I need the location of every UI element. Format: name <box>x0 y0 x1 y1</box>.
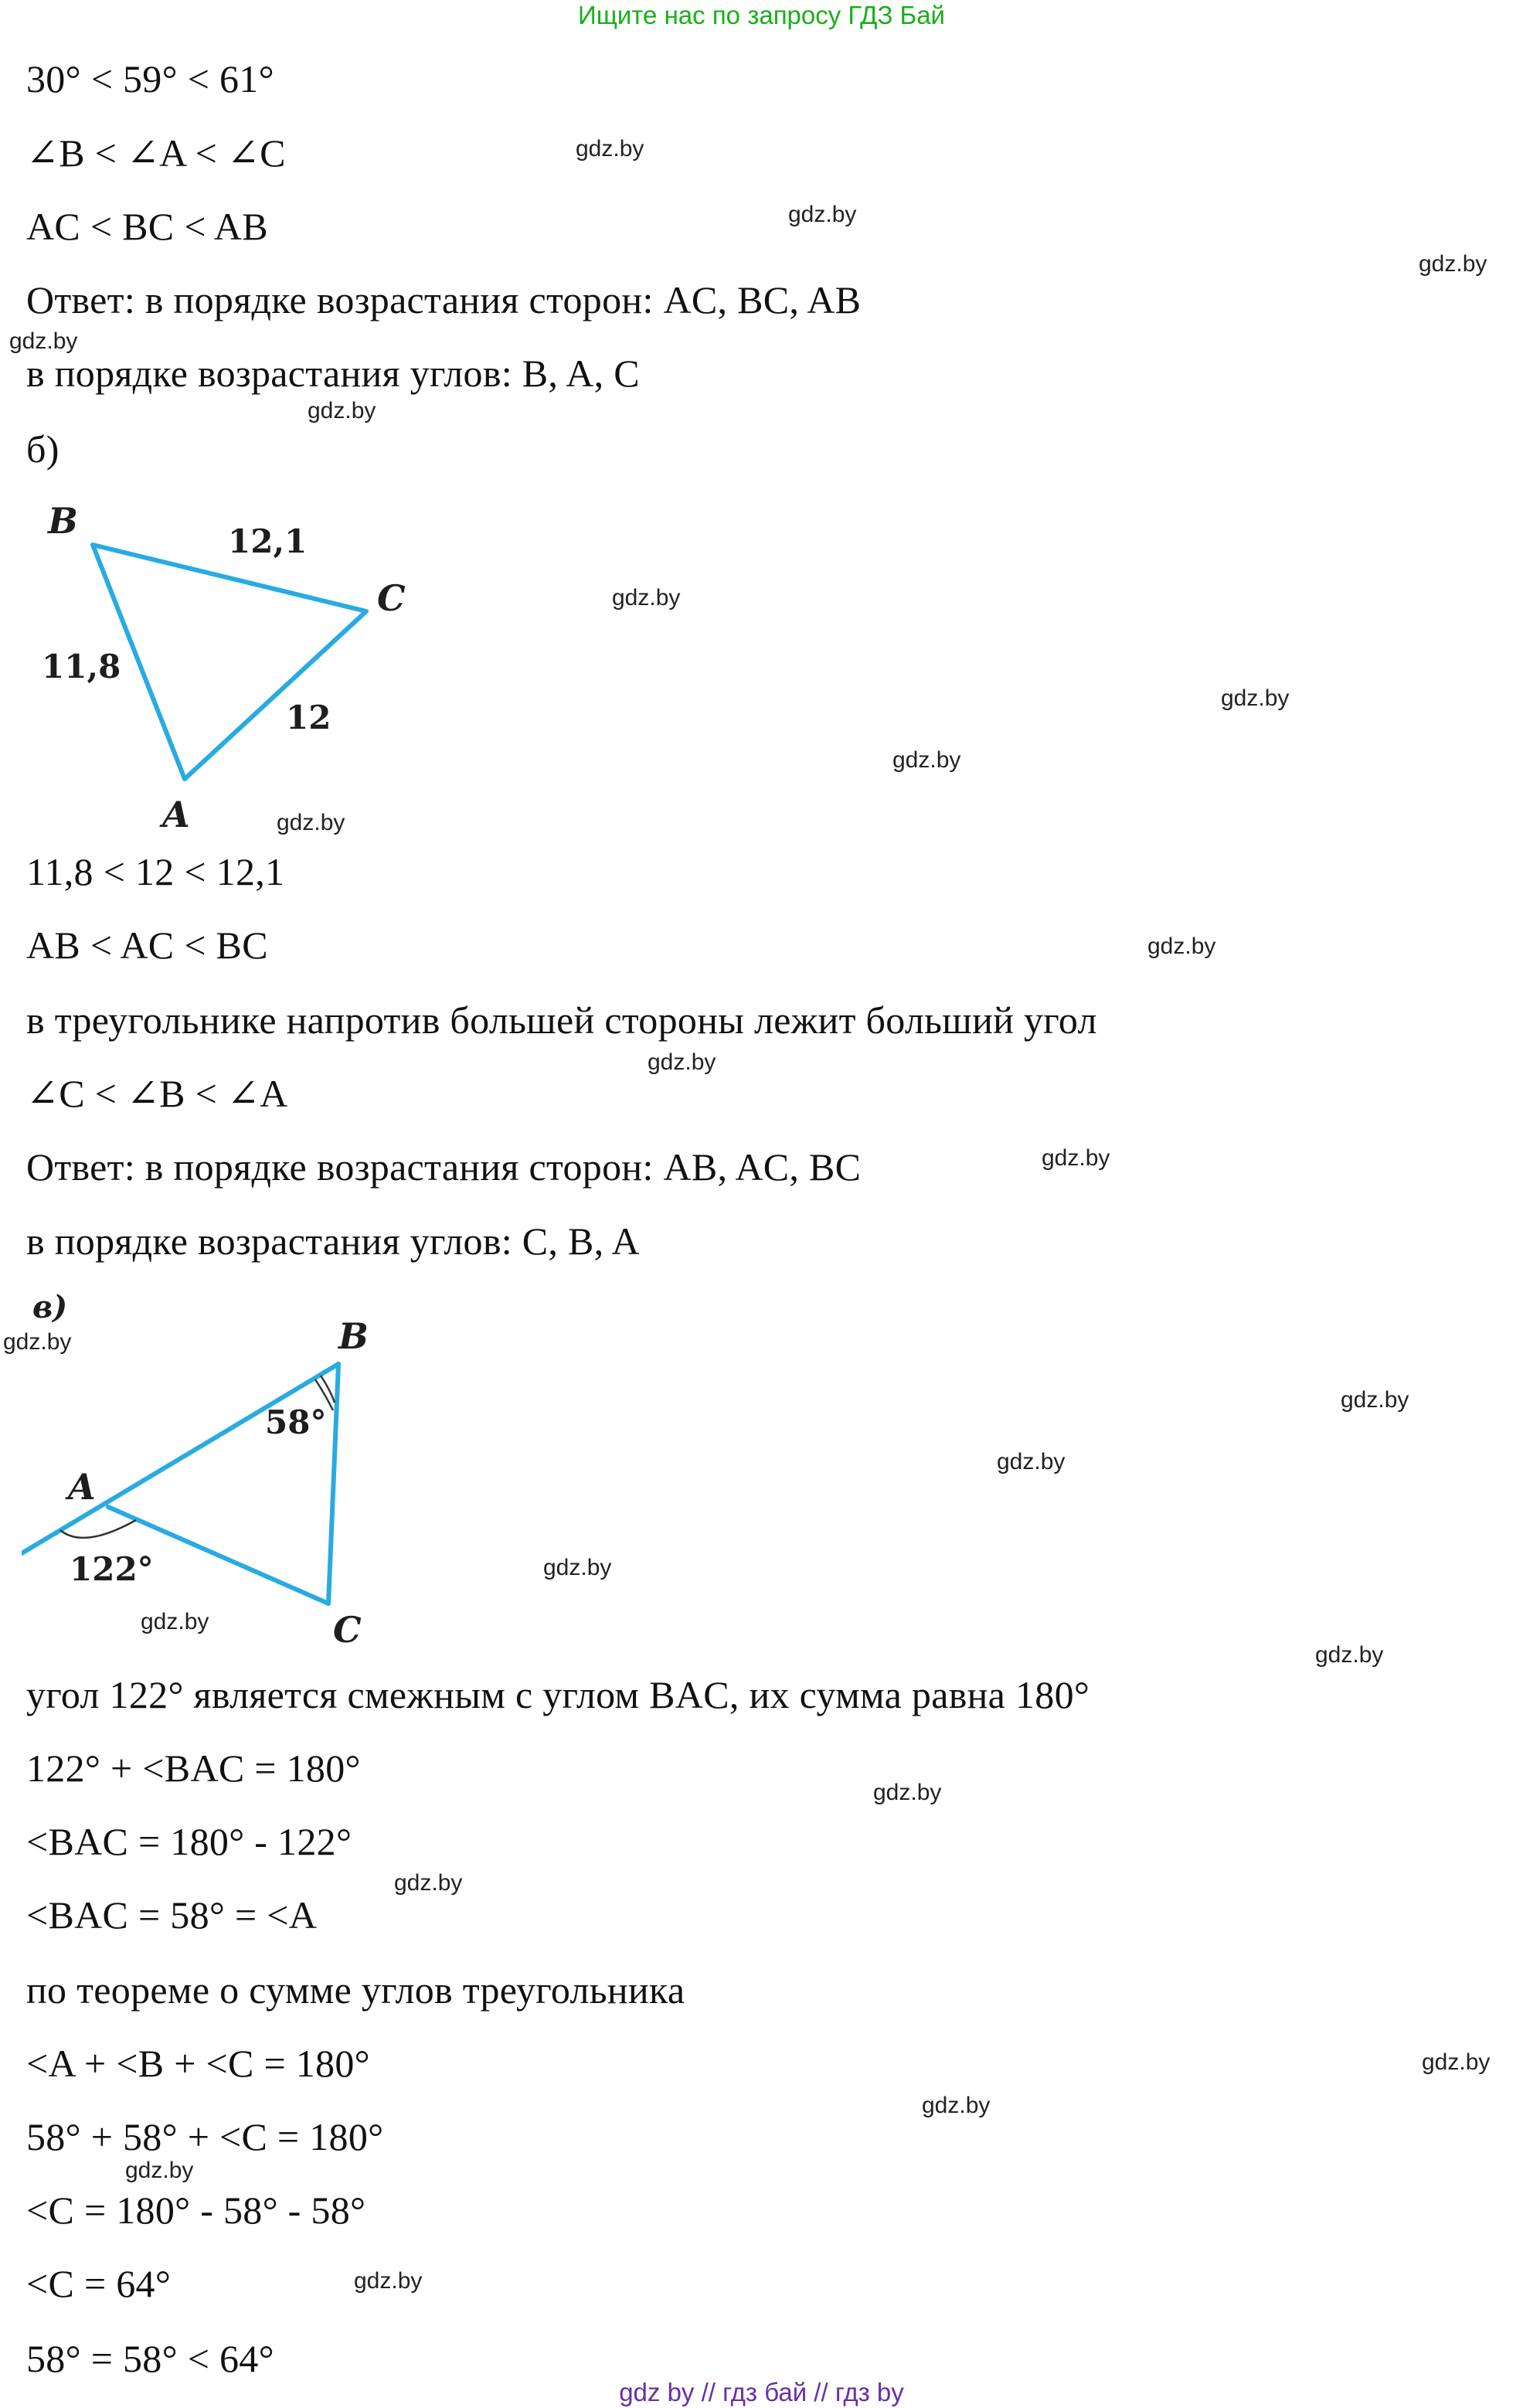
answer-line: в порядке возрастания углов: C, B, A <box>26 1219 640 1263</box>
watermark: gdz.by <box>1221 685 1290 711</box>
vertex-label-b: B <box>48 500 78 542</box>
text-line: угол 122° является смежным с углом BAC, их сумма равна 180° <box>26 1673 1090 1716</box>
angle-label-b: 58° <box>265 1403 327 1441</box>
watermark: gdz.by <box>1042 1145 1110 1171</box>
watermark: gdz.by <box>543 1555 612 1580</box>
text-line: 11,8 < 12 < 12,1 <box>26 850 285 893</box>
equation-line: <C = 180° - 58° - 58° <box>26 2189 366 2232</box>
equation-line: 58° = 58° < 64° <box>26 2337 274 2380</box>
triangle-figure-b <box>31 495 464 842</box>
site-footer-links[interactable]: gdz by // гдз бай // гдз by <box>619 2378 904 2406</box>
answer-line: Ответ: в порядке возрастания сторон: AC, BC, AB <box>26 278 862 321</box>
watermark: gdz.by <box>1341 1387 1409 1413</box>
equation-line: <C = 64° <box>26 2262 172 2305</box>
answer-line: Ответ: в порядке возрастания сторон: AB, AC, BC <box>26 1145 862 1189</box>
equation-line: 58° + 58° + <C = 180° <box>26 2115 384 2158</box>
equation-line: <BAC = 180° - 122° <box>26 1820 352 1863</box>
answer-line: в порядке возрастания углов: B, A, C <box>26 352 640 395</box>
side-label-ac: 12 <box>286 699 331 736</box>
watermark: gdz.by <box>997 1449 1066 1474</box>
watermark: gdz.by <box>141 1609 209 1634</box>
section-label-b: б) <box>26 427 59 471</box>
watermark: gdz.by <box>1422 2049 1491 2075</box>
vertex-label-a: A <box>68 1466 96 1508</box>
text-line: 30° < 59° < 61° <box>26 57 274 100</box>
watermark: gdz.by <box>125 2158 194 2183</box>
watermark: gdz.by <box>277 810 345 835</box>
site-banner[interactable]: Ищите нас по запросу ГДЗ Бай <box>578 1 945 29</box>
text-line: в треугольнике напротив большей стороны лежит больший угол <box>26 998 1097 1042</box>
watermark: gdz.by <box>892 747 961 773</box>
watermark: gdz.by <box>648 1049 716 1075</box>
text-line: по теореме о сумме углов треугольника <box>26 1968 685 2012</box>
watermark: gdz.by <box>9 328 78 354</box>
angle-label-a-exterior: 122° <box>70 1550 154 1588</box>
watermark: gdz.by <box>612 585 681 611</box>
watermark: gdz.by <box>394 1870 463 1896</box>
watermark: gdz.by <box>922 2093 991 2118</box>
text-line: ∠B < ∠A < ∠C <box>26 131 286 175</box>
watermark: gdz.by <box>1315 1642 1384 1668</box>
watermark: gdz.by <box>873 1780 942 1805</box>
equation-line: 122° + <BAC = 180° <box>26 1746 361 1790</box>
side-label-bc: 12,1 <box>228 522 308 560</box>
vertex-label-c: C <box>377 577 406 619</box>
equation-line: <BAC = 58° = <A <box>26 1893 318 1937</box>
vertex-label-b: B <box>338 1315 369 1357</box>
text-line: ∠C < ∠B < ∠A <box>26 1072 288 1115</box>
text-line: AB < AC < BC <box>26 923 268 967</box>
text-line: AC < BC < AB <box>26 205 268 248</box>
side-label-ab: 11,8 <box>42 648 121 685</box>
watermark: gdz.by <box>3 1329 72 1355</box>
watermark: gdz.by <box>354 2268 423 2294</box>
watermark: gdz.by <box>308 398 376 423</box>
watermark: gdz.by <box>576 136 644 162</box>
section-label-v: в) <box>32 1289 68 1325</box>
watermark: gdz.by <box>1147 934 1216 959</box>
vertex-label-c: C <box>333 1609 362 1651</box>
watermark: gdz.by <box>788 202 857 227</box>
watermark: gdz.by <box>1419 251 1487 277</box>
equation-line: <A + <B + <C = 180° <box>26 2042 370 2085</box>
triangle-figure-v <box>22 1279 423 1658</box>
vertex-label-a: A <box>162 794 190 835</box>
